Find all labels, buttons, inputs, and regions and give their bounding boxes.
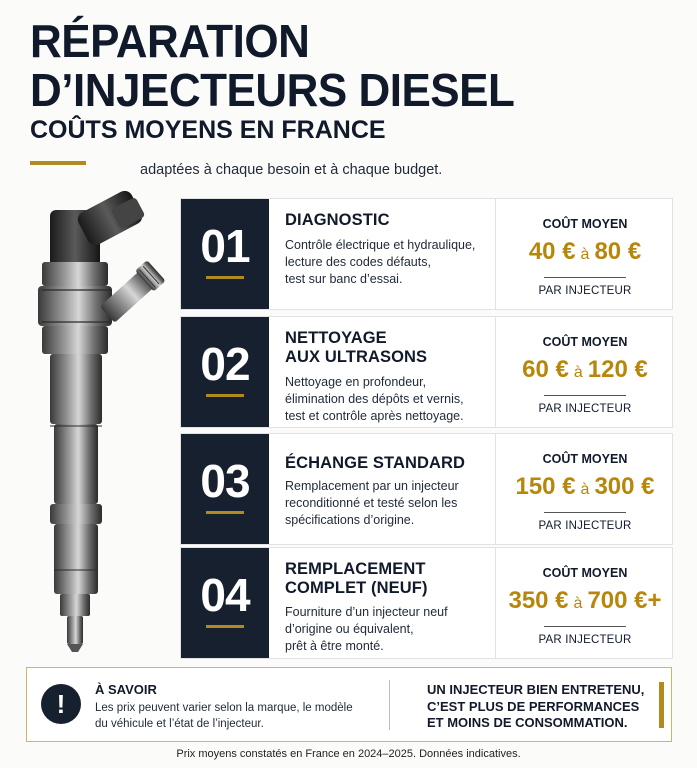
number-underline xyxy=(206,511,244,514)
service-title-line: COMPLET (NEUF) xyxy=(285,579,428,597)
service-row-01 xyxy=(180,198,673,310)
service-row-04 xyxy=(180,547,673,659)
price-unit: PAR INJECTEUR xyxy=(538,285,632,297)
service-description xyxy=(285,478,490,529)
info-divider xyxy=(389,680,390,730)
price-unit: PAR INJECTEUR xyxy=(538,520,632,532)
title-line-1: RÉPARATION xyxy=(30,15,310,68)
price-separator: à xyxy=(573,364,583,381)
service-number: 01 xyxy=(200,220,250,272)
service-title-line: ÉCHANGE STANDARD xyxy=(285,454,466,472)
price-min: 40 € xyxy=(528,238,576,265)
service-title xyxy=(285,211,490,230)
service-number: 04 xyxy=(200,569,250,621)
service-desc-line: prêt à être monté. xyxy=(285,639,384,653)
price-separator: à xyxy=(580,246,590,263)
price-panel xyxy=(495,434,673,544)
price-min: 150 € xyxy=(515,473,576,500)
footer-note: Prix moyens constatés en France en 2024–2025. Données indicatives. xyxy=(176,748,521,760)
service-number-box xyxy=(181,317,269,427)
number-underline xyxy=(206,625,244,628)
cost-label: COÛT MOYEN xyxy=(542,217,628,231)
title-line-2: D’INJECTEURS DIESEL xyxy=(30,64,515,117)
price-rule xyxy=(544,626,626,627)
service-desc-line: Contrôle électrique et hydraulique, xyxy=(285,238,476,252)
price-panel xyxy=(495,199,673,309)
slogan-line: ET MOINS DE CONSOMMATION. xyxy=(427,715,628,730)
service-title-line: NETTOYAGE xyxy=(285,329,387,347)
price-rule xyxy=(544,512,626,513)
info-text-line: du véhicule et l’état de l’injecteur. xyxy=(95,718,264,730)
service-desc-line: Remplacement par un injecteur xyxy=(285,479,459,493)
exclamation-icon: ! xyxy=(41,684,81,724)
number-underline xyxy=(206,276,244,279)
service-number: 03 xyxy=(200,455,250,507)
service-title-line: DIAGNOSTIC xyxy=(285,211,390,229)
price-range xyxy=(496,587,674,615)
info-text xyxy=(95,700,375,732)
service-desc-line: test et contrôle après nettoyage. xyxy=(285,409,464,423)
service-row-02 xyxy=(180,316,673,428)
price-panel xyxy=(495,317,673,427)
service-desc-line: Nettoyage en profondeur, xyxy=(285,375,427,389)
service-number-box xyxy=(181,199,269,309)
service-description xyxy=(285,604,490,655)
number-underline xyxy=(206,394,244,397)
service-row-03 xyxy=(180,433,673,545)
service-title xyxy=(285,454,490,473)
price-min: 350 € xyxy=(508,587,569,614)
price-separator: à xyxy=(580,481,590,498)
price-max: 120 € xyxy=(587,356,648,383)
service-desc-line: spécifications d’origine. xyxy=(285,513,415,527)
cost-label: COÛT MOYEN xyxy=(542,566,628,580)
price-unit: PAR INJECTEUR xyxy=(538,403,632,415)
service-desc-line: lecture des codes défauts, xyxy=(285,255,431,269)
slogan-line: UN INJECTEUR BIEN ENTRETENU, xyxy=(427,682,645,697)
price-range xyxy=(496,238,674,266)
service-desc-line: reconditionné et testé selon les xyxy=(285,496,458,510)
service-description xyxy=(285,237,490,288)
slogan-accent-bar xyxy=(659,682,664,728)
service-number: 02 xyxy=(200,338,250,390)
service-title-line: AUX ULTRASONS xyxy=(285,348,428,366)
price-rule xyxy=(544,395,626,396)
slogan-line: C’EST PLUS DE PERFORMANCES xyxy=(427,698,640,714)
price-rule xyxy=(544,277,626,278)
price-panel xyxy=(495,548,673,658)
intro-text: adaptées à chaque besoin et à chaque budget. xyxy=(140,162,443,178)
price-separator: à xyxy=(573,595,583,612)
price-min: 60 € xyxy=(522,356,569,383)
service-title-line: REMPLACEMENT xyxy=(285,560,426,578)
service-description xyxy=(285,374,490,425)
service-number-box xyxy=(181,548,269,658)
service-desc-line: test sur banc d’essai. xyxy=(285,272,403,286)
info-box xyxy=(26,667,672,742)
price-max: 80 € xyxy=(594,238,642,265)
cost-label: COÛT MOYEN xyxy=(542,452,628,466)
info-title: À SAVOIR xyxy=(95,682,157,697)
price-max: 300 € xyxy=(594,473,655,500)
page-title xyxy=(30,15,515,117)
service-title xyxy=(285,329,490,367)
diesel-injector-image xyxy=(20,190,175,660)
cost-label: COÛT MOYEN xyxy=(542,335,628,349)
service-number-box xyxy=(181,434,269,544)
slogan xyxy=(427,682,652,732)
service-desc-line: élimination des dépôts et vernis, xyxy=(285,392,464,406)
price-range xyxy=(496,356,674,384)
title-accent-rule xyxy=(30,161,86,165)
service-desc-line: d’origine ou équivalent, xyxy=(285,622,414,636)
price-range xyxy=(496,473,674,501)
price-unit: PAR INJECTEUR xyxy=(538,634,632,646)
price-max: 700 €+ xyxy=(587,587,662,614)
info-text-line: Les prix peuvent varier selon la marque, le modèle xyxy=(95,702,353,714)
page-subtitle: COÛTS MOYENS EN FRANCE xyxy=(30,116,386,144)
service-desc-line: Fourniture d’un injecteur neuf xyxy=(285,605,448,619)
service-title xyxy=(285,560,490,598)
